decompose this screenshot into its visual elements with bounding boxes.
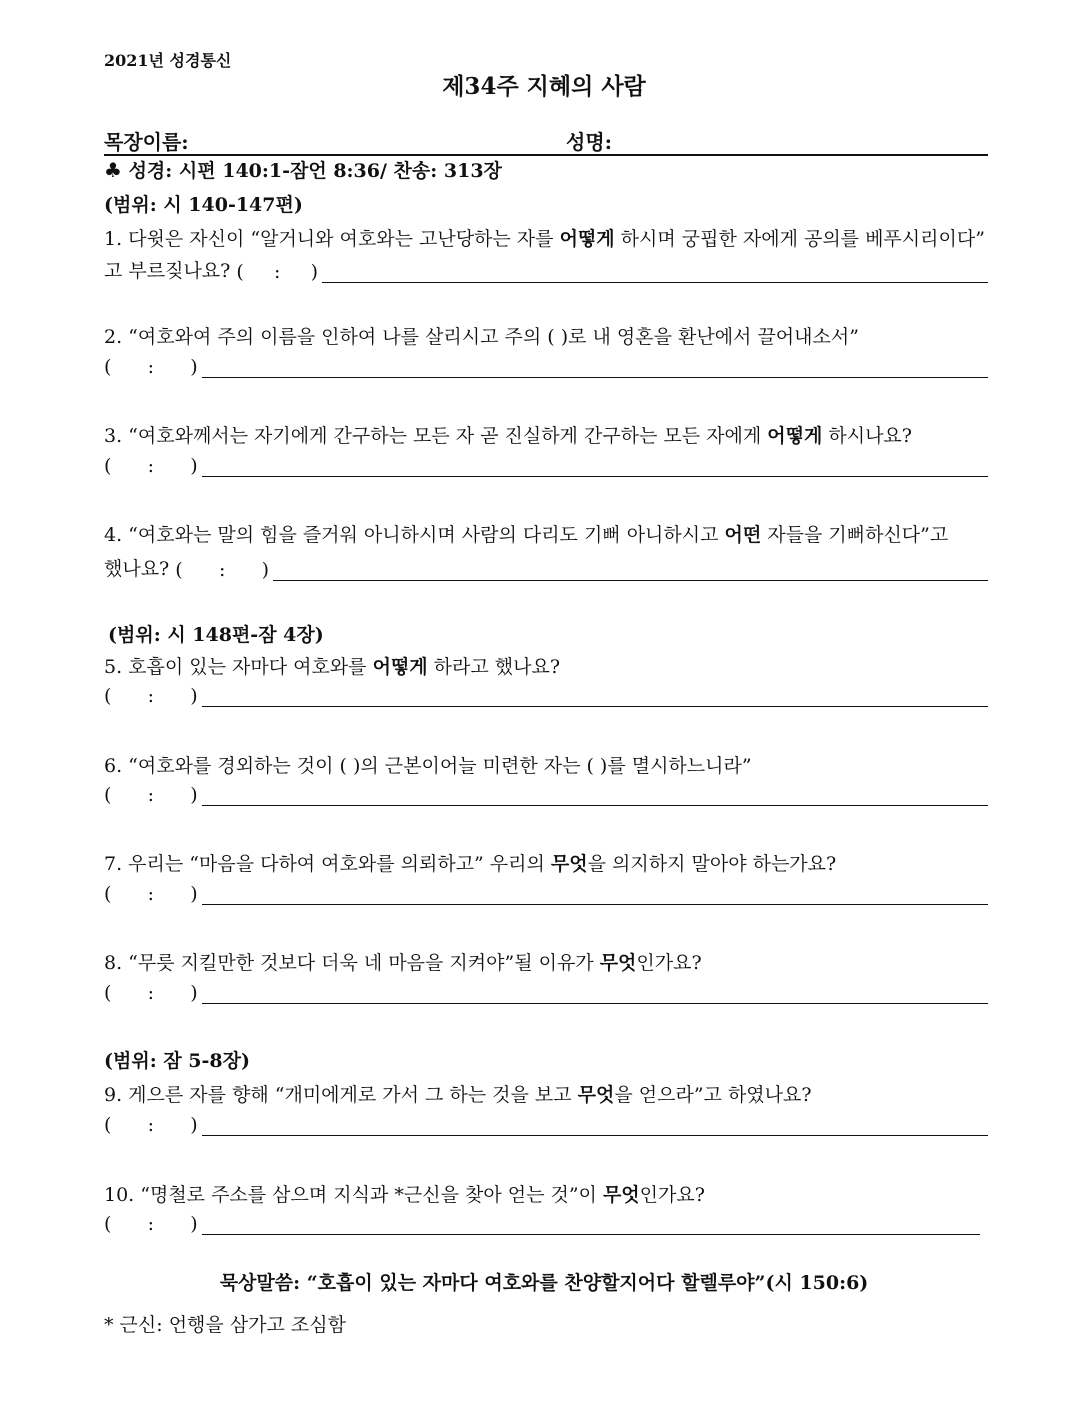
answer-ref-6: ( : )	[104, 784, 198, 806]
question-7-text: 7. 우리는 “마음을 다하여 여호와를 의뢰하고” 우리의	[104, 853, 551, 875]
answer-line-2[interactable]	[202, 357, 988, 378]
question-7-text-end: 을 의지하지 말아야 하는가요?	[587, 853, 837, 875]
question-10-text: 10. “명철로 주소를 삼으며 지식과 *근신을 찾아 얻는 것”이	[104, 1184, 603, 1206]
answer-ref-9: ( : )	[104, 1114, 198, 1136]
question-10-text-end: 인가요?	[639, 1184, 705, 1206]
question-2	[104, 322, 859, 349]
answer-line-5[interactable]	[202, 686, 988, 707]
range-heading-1: (범위: 시 140-147편)	[104, 194, 303, 216]
question-1	[104, 224, 985, 251]
answer-row-4	[104, 554, 988, 581]
question-8-text-end: 인가요?	[636, 952, 702, 974]
question-4-text-end: 자들을 기뻐하신다”고	[761, 524, 949, 546]
question-9	[104, 1080, 812, 1107]
question-4-text: 4. “여호와는 말의 힘을 즐거워 아니하시며 사람의 다리도 기뻐 아니하시고	[104, 524, 725, 546]
answer-row-5	[104, 685, 988, 707]
question-4	[104, 520, 948, 547]
question-9-text-end: 을 얻으라”고 하였나요?	[614, 1084, 812, 1106]
question-3-keyword: 어떻게	[767, 425, 823, 447]
club-icon: ♣	[104, 158, 122, 182]
question-9-text: 9. 게으른 자를 향해 “개미에게로 가서 그 하는 것을 보고	[104, 1084, 578, 1106]
question-1-text: 1. 다윗은 자신이 “알거니와 여호와는 고난당하는 자를	[104, 228, 560, 250]
name-row	[104, 126, 988, 156]
answer-row-9	[104, 1114, 988, 1136]
range-heading-2: (범위: 시 148편-잠 4장)	[108, 624, 324, 646]
answer-row-8	[104, 982, 988, 1004]
question-2-text: 2. “여호와여 주의 이름을 인하여 나를 살리시고 주의 ( )로 내 영혼을 환난에서 끌어내소서”	[104, 326, 859, 348]
group-name-label: 목장이름:	[104, 130, 189, 154]
answer-line-8[interactable]	[202, 983, 988, 1004]
answer-ref-2: ( : )	[104, 356, 198, 378]
answer-row-2	[104, 356, 988, 378]
question-5-text-end: 하라고 했나요?	[427, 656, 561, 678]
question-4-line2: 했나요?	[104, 558, 170, 580]
question-4-keyword: 어떤	[724, 524, 762, 546]
answer-line-6[interactable]	[202, 785, 988, 806]
scripture-line	[104, 156, 502, 183]
question-10-keyword: 무엇	[602, 1184, 640, 1206]
scripture-text: 성경: 시편 140:1-잠언 8:36/ 찬송: 313장	[128, 160, 502, 182]
answer-ref-5: ( : )	[104, 685, 198, 707]
answer-line-1[interactable]	[322, 262, 988, 283]
answer-line-9[interactable]	[202, 1115, 988, 1136]
question-5-keyword: 어떻게	[372, 656, 428, 678]
answer-row-7	[104, 883, 988, 905]
question-7	[104, 849, 836, 876]
answer-ref-3: ( : )	[104, 455, 198, 477]
question-1-line2: 고 부르짖나요?	[104, 260, 231, 282]
question-6-text: 6. “여호와를 경외하는 것이 ( )의 근본이어늘 미련한 자는 ( )를 멸시하느니라”	[104, 755, 752, 777]
answer-ref-4: ( : )	[169, 559, 269, 581]
answer-line-7[interactable]	[202, 884, 988, 905]
question-5	[104, 652, 560, 679]
answer-ref-8: ( : )	[104, 982, 198, 1004]
question-9-keyword: 무엇	[577, 1084, 615, 1106]
question-5-text: 5. 호흡이 있는 자마다 여호와를	[104, 656, 373, 678]
footnote: * 근신: 언행을 삼가고 조심함	[104, 1314, 346, 1336]
question-8-text: 8. “무릇 지킬만한 것보다 더욱 네 마음을 지켜야”될 이유가	[104, 952, 600, 974]
question-1-text-end: 하시며 궁핍한 자에게 공의를 베푸시리이다”	[614, 228, 985, 250]
answer-line-10[interactable]	[202, 1214, 980, 1235]
question-8-keyword: 무엇	[599, 952, 637, 974]
answer-ref-1: ( : )	[230, 261, 319, 283]
range-heading-3: (범위: 잠 5-8장)	[104, 1050, 250, 1072]
question-7-keyword: 무엇	[550, 853, 588, 875]
question-1-keyword: 어떻게	[559, 228, 615, 250]
question-3-text-end: 하시나요?	[822, 425, 912, 447]
question-3-text: 3. “여호와께서는 자기에게 간구하는 모든 자 곧 진실하게 간구하는 모든 자에게	[104, 425, 768, 447]
header-year-label: 2021년 성경통신	[104, 51, 232, 70]
memory-verse: 묵상말씀: “호흡이 있는 자마다 여호와를 찬양할지어다 할렐루야”(시 150:6)	[219, 1272, 869, 1294]
answer-line-4[interactable]	[273, 560, 988, 581]
answer-line-3[interactable]	[202, 456, 988, 477]
answer-ref-10: ( : )	[104, 1213, 198, 1235]
question-10	[104, 1180, 705, 1207]
question-3	[104, 421, 912, 448]
answer-row-1	[104, 256, 988, 283]
question-8	[104, 948, 702, 975]
answer-row-6	[104, 784, 988, 806]
answer-row-3	[104, 455, 988, 477]
question-6	[104, 751, 752, 778]
answer-ref-7: ( : )	[104, 883, 198, 905]
page-title: 제34주 지혜의 사람	[442, 73, 646, 100]
answer-row-10	[104, 1213, 980, 1235]
person-name-label: 성명:	[566, 130, 613, 154]
